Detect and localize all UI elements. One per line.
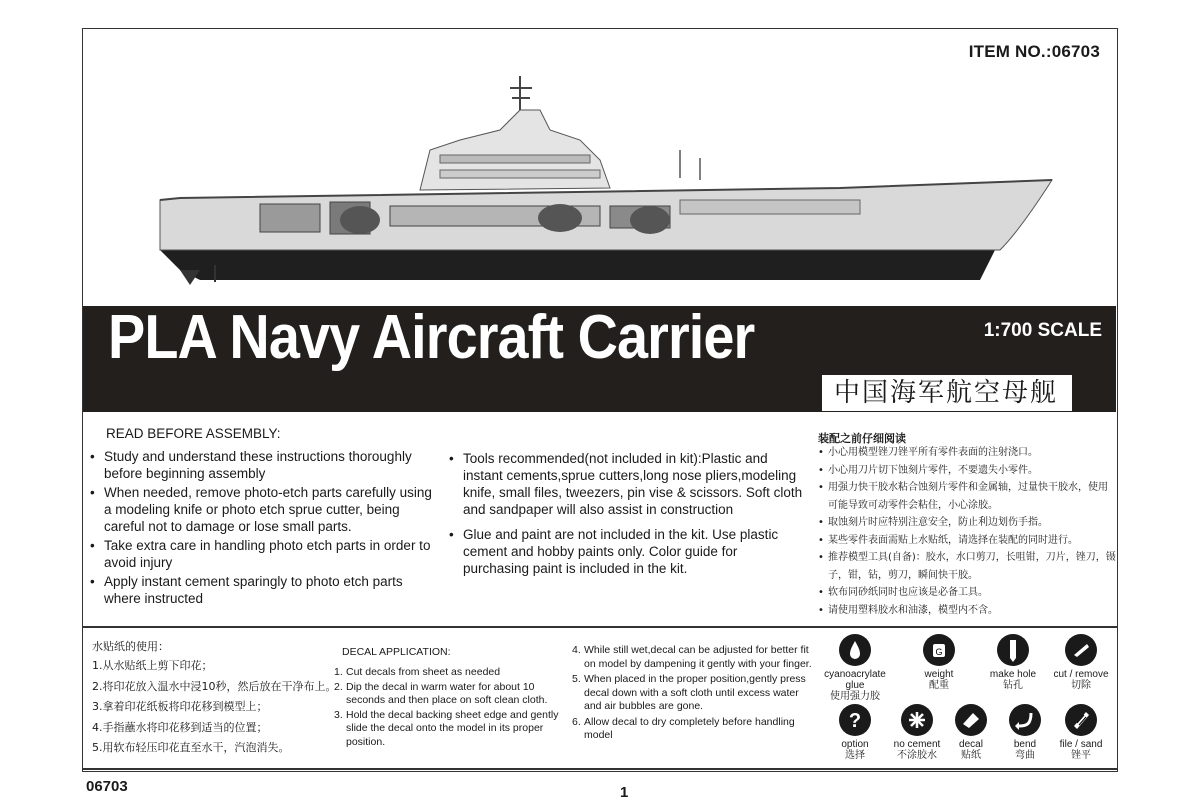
list-item: • 小心用刀片切下蚀刻片零件，不要遗失小零件。 [816,462,1116,480]
step-number: 6. [572,715,581,728]
legend-label-chinese: 贴纸 [961,750,981,761]
legend-label: no cement [893,739,941,750]
page-number: 1 [620,784,629,800]
legend-label: make hole [989,669,1037,680]
list-item: 4.手指蘸水将印花移到适当的位置； [92,720,268,734]
legend-label-chinese: 选择 [845,750,865,761]
page-title: PLA Navy Aircraft Carrier [108,303,755,372]
instructions-list-middle [447,450,807,579]
step-text: Dip the decal in warm water for about 10 seconds and then place on soft clean cloth. [346,680,548,706]
list-item: • 请使用塑料胶水和油漆，模型内不含。 [816,602,1116,620]
legend-label: weight [924,669,954,680]
no-cement-icon [901,704,933,736]
step-number: 1. [334,666,343,678]
decal-icon [955,704,987,736]
legend-label: option [841,739,869,750]
list-item: 2.将印花放入温水中浸10秒，然后放在干净布上。 [92,679,337,693]
instructions-list-chinese [816,444,1116,619]
list-item [572,673,812,714]
list-item [334,666,574,680]
step-text: When placed in the proper position,gently press decal down with a soft cloth until excess water and air bubbles are gone. [584,673,806,712]
legend-weight [902,634,976,692]
list-item: • Take extra care in handling photo etch parts in order to avoid injury [88,537,438,571]
svg-text:G: G [935,647,943,657]
symbol-legend [818,634,1118,768]
step-text: Hold the decal backing sheet edge and gently slide the decal onto the model in its proper position. [346,708,559,748]
legend-label-chinese: 不涂胶水 [897,750,937,761]
legend-label: decal [959,739,983,750]
legend-file-sand [1044,704,1118,762]
legend-cut-remove [1044,634,1118,692]
step-text: Allow decal to dry completely before handling model [584,715,795,741]
file-sand-icon [1065,704,1097,736]
instructions-list-left [88,448,438,609]
list-item: • Glue and paint are not included in the kit. Use plastic cement and hobby paints only. Color guide for purchasing paint is included in the kit. [447,526,807,577]
legend-label: cyanoacrylate glue [824,669,886,691]
legend-label: cut / remove [1053,669,1109,680]
legend-label-chinese: 锉平 [1071,750,1091,761]
drill-icon [997,634,1029,666]
list-item: 1.从水贴纸上剪下印花； [92,659,213,672]
decal-steps-1-3 [334,666,574,750]
footer-divider [83,768,1117,770]
step-number: 2. [334,680,343,693]
list-item [334,681,574,708]
list-item [572,644,812,671]
step-number: 3. [334,708,343,721]
legend-label: bend [1013,739,1037,750]
cut-remove-icon [1065,634,1097,666]
read-before-heading-chinese: 装配之前仔细阅读 [818,432,906,445]
list-item [572,716,812,743]
decal-heading-chinese: 水贴纸的使用： [92,640,169,653]
legend-label-chinese: 使用强力胶 [830,691,880,702]
step-number: 4. [572,644,581,656]
legend-make-hole [976,634,1050,692]
glue-drop-icon [839,634,871,666]
list-item: • 用强力快干胶水粘合蚀刻片零件和金属轴，过量快干胶水，使用可能导致可动零件会粘住，小心涂胶。 [816,479,1116,514]
legend-label-chinese: 钻孔 [1003,680,1023,691]
legend-label: file / sand [1059,739,1103,750]
legend-label-chinese: 弯曲 [1015,750,1035,761]
list-item: • 软布同砂纸同时也应该是必备工具。 [816,584,1116,602]
footer-item-code: 06703 [86,778,128,795]
step-number: 5. [572,673,581,685]
weight-icon [923,634,955,666]
svg-text:?: ? [848,710,862,732]
step-text: While still wet,decal can be adjusted for better fit on model by dampening it gently with your finger. [584,644,812,670]
item-number: ITEM NO.:06703 [968,42,1100,61]
list-item: • Tools recommended(not included in kit):Plastic and instant cements,sprue cutters,long nose pliers,modeling knife, small files, tweezers, pin vise & scissors. Soft cloth and sandpaper will also assist in construction [447,450,807,518]
decal-steps-4-6 [572,644,812,745]
list-item: • Study and understand these instructions thoroughly before beginning assembly [88,448,438,482]
list-item: 5.用软布轻压印花直至水干，汽泡消失。 [92,741,290,754]
section-divider [83,626,1117,628]
list-item: • 某些零件表面需贴上水贴纸，请选择在装配的同时进行。 [816,532,1116,550]
question-icon [839,704,871,736]
read-before-heading: READ BEFORE ASSEMBLY: [106,426,281,441]
decal-heading: DECAL APPLICATION: [342,646,451,658]
legend-label-chinese: 配重 [929,680,949,691]
list-item: • 取蚀刻片时应特别注意安全，防止利边划伤手指。 [816,514,1116,532]
list-item [334,709,574,750]
carrier-profile-drawing [140,70,1060,290]
legend-cyanoacrylate [818,634,892,703]
list-item: • 小心用模型锉刀锉平所有零件表面的注射浇口。 [816,444,1116,462]
legend-label-chinese: 切除 [1071,680,1091,691]
list-item: • Apply instant cement sparingly to photo etch parts where instructed [88,573,438,607]
step-text: Cut decals from sheet as needed [346,666,501,678]
bend-icon [1009,704,1041,736]
page-title-chinese: 中国海军航空母舰 [822,375,1072,411]
scale-label: 1:700 SCALE [983,320,1102,341]
list-item: • 推荐模型工具(自备)：胶水，水口剪刀，长咀钳，刀片，锉刀，镊子，钳，钻，剪刀，瞬间快干胶。 [816,549,1116,584]
list-item: • When needed, remove photo-etch parts carefully using a modeling knife or photo etch sprue cutter, being careful not to damage or lose small parts. [88,484,438,535]
list-item: 3.拿着印花纸板将印花移到模型上； [92,700,268,713]
decal-steps-chinese [92,656,342,759]
